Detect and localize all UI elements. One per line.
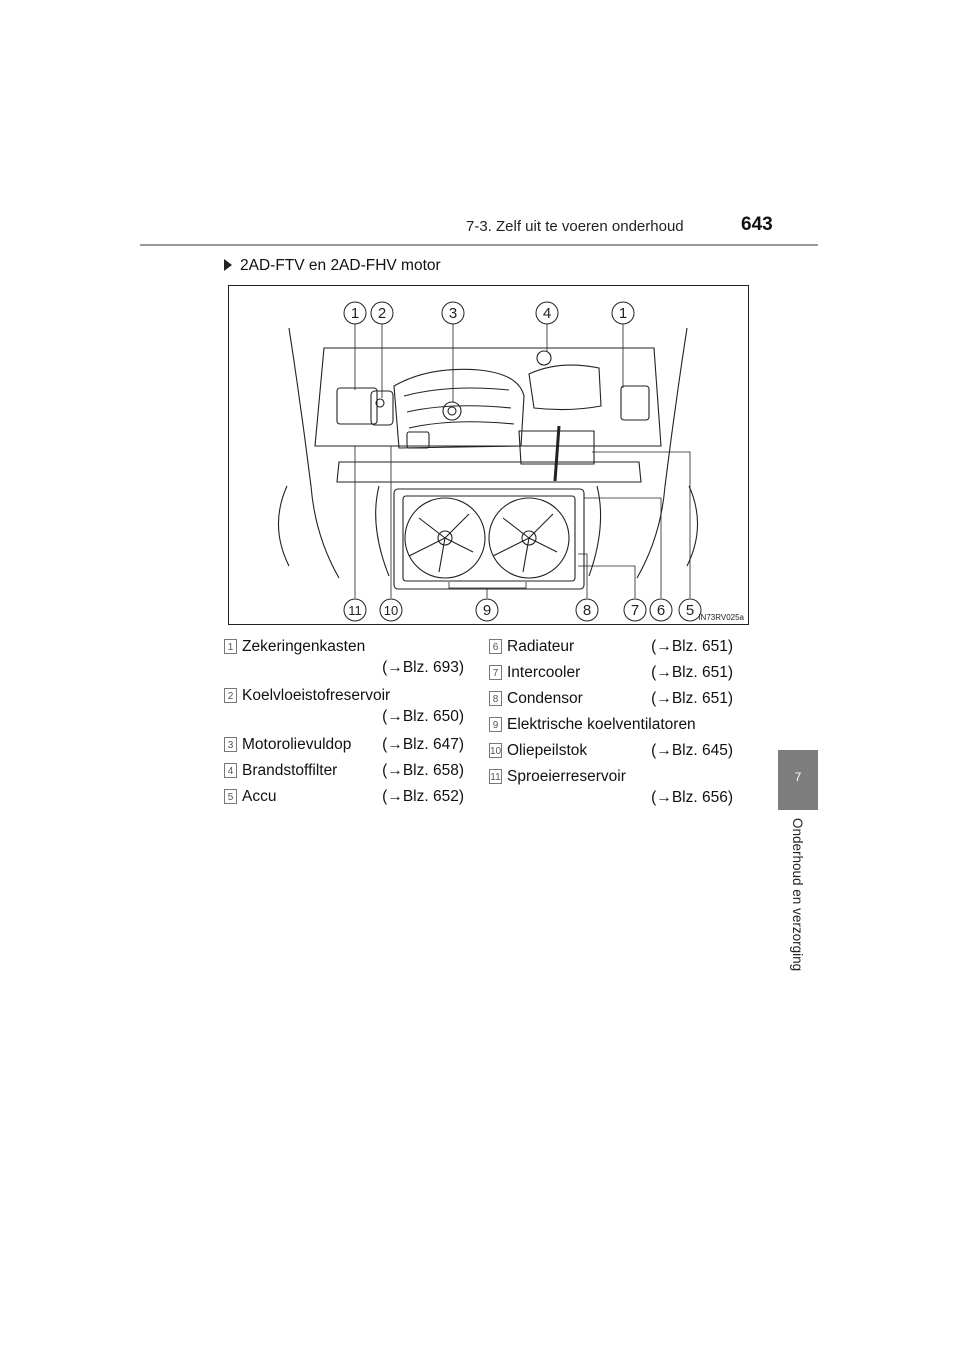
legend-label: Accu — [242, 788, 277, 805]
callout-label: 3 — [448, 305, 458, 322]
callout-label: 8 — [582, 602, 592, 619]
legend-label: Koelvloeistofreservoir — [242, 687, 391, 704]
section-heading-text: 2AD-FTV en 2AD-FHV motor — [240, 257, 441, 274]
page-reference: (→Blz. 652) — [382, 788, 464, 805]
number-badge: 6 — [489, 639, 502, 654]
legend-label: Oliepeilstok — [507, 742, 588, 759]
header-divider — [140, 244, 818, 246]
callout-label: 2 — [377, 305, 387, 322]
number-badge: 8 — [489, 691, 502, 706]
number-badge: 3 — [224, 737, 237, 752]
legend-label: Elektrische koelventilatoren — [507, 716, 696, 733]
callout-label: 6 — [656, 602, 666, 619]
number-badge: 10 — [489, 743, 502, 758]
callout-label: 1 — [618, 305, 628, 322]
callout-label: 4 — [542, 305, 552, 322]
number-badge: 11 — [489, 769, 502, 784]
page-reference: (→Blz. 651) — [651, 690, 733, 707]
legend-label: Motorolievuldop — [242, 736, 352, 753]
legend-label: Radiateur — [507, 638, 575, 655]
chapter-section-title: 7-3. Zelf uit te voeren onderhoud — [466, 218, 684, 235]
number-badge: 7 — [489, 665, 502, 680]
legend-label: Condensor — [507, 690, 583, 707]
chapter-side-label — [789, 818, 807, 988]
legend-left — [224, 637, 464, 807]
number-badge: 1 — [224, 639, 237, 654]
chapter-side-text: Onderhoud en verzorging — [790, 818, 805, 972]
chapter-tab-number: 7 — [794, 770, 802, 784]
callout-label: 11 — [348, 603, 362, 618]
callout-label: 7 — [630, 602, 640, 619]
legend-label: Brandstoffilter — [242, 762, 338, 779]
page-reference: (→Blz. 650) — [382, 708, 464, 725]
legend-right — [489, 637, 733, 817]
page-reference: (→Blz. 656) — [651, 789, 733, 806]
page-reference: (→Blz. 645) — [651, 742, 733, 759]
legend-label: Sproeierreservoir — [507, 768, 626, 785]
number-badge: 5 — [224, 789, 237, 804]
legend-label: Intercooler — [507, 664, 581, 681]
section-heading — [224, 257, 441, 275]
callout-label: 10 — [383, 603, 399, 618]
engine-bay-illustration — [228, 285, 749, 625]
callout-label: 1 — [350, 305, 360, 322]
number-badge: 9 — [489, 717, 502, 732]
page-number: 643 — [741, 214, 773, 235]
page-reference: (→Blz. 647) — [382, 736, 464, 753]
number-badge: 2 — [224, 688, 237, 703]
number-badge: 4 — [224, 763, 237, 778]
page-reference: (→Blz. 693) — [382, 659, 464, 676]
page-reference: (→Blz. 658) — [382, 762, 464, 779]
triangle-bullet-icon — [224, 259, 232, 271]
page-reference: (→Blz. 651) — [651, 664, 733, 681]
callout-label: 9 — [482, 602, 492, 619]
callout-label: 5 — [685, 602, 695, 619]
chapter-tab — [778, 750, 818, 810]
page-reference: (→Blz. 651) — [651, 638, 733, 655]
engine-bay-drawing — [229, 286, 747, 623]
illustration-code: IN73RV025a — [698, 613, 744, 622]
legend-label: Zekeringenkasten — [242, 638, 366, 655]
